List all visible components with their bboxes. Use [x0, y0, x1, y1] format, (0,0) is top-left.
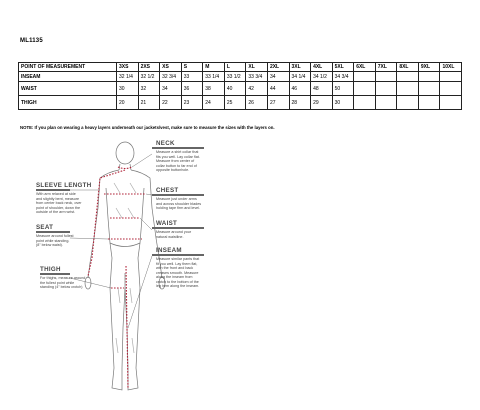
table-cell: 33 3/4 — [246, 72, 268, 82]
inseam-text: Measure similar pants that fit you well. Lay them flat, with the front and back creases smooth. Measure along the inseam from crotch to the bottom of the leg hem along the inseam. — [156, 257, 200, 288]
inseam-title: INSEAM — [156, 247, 182, 254]
thigh-title: THIGH — [40, 266, 61, 273]
table-cell: 32 1/2 — [138, 72, 160, 82]
neck-text: Measure a shirt collar that fits you well. Lay collar flat. Measure from center of collar button to far end of opposite buttonhole. — [156, 150, 200, 172]
sleeve-length-title: SLEEVE LENGTH — [36, 182, 92, 189]
size-header-cell: 2XS — [138, 63, 160, 72]
table-header-row — [19, 63, 462, 72]
table-cell — [440, 72, 462, 82]
table-cell: 48 — [311, 82, 333, 96]
table-row — [19, 82, 462, 96]
size-header-cell: M — [203, 63, 225, 72]
table-cell: 46 — [289, 82, 311, 96]
table-cell — [397, 72, 419, 82]
row-label: INSEAM — [19, 72, 117, 82]
size-header-cell: S — [181, 63, 203, 72]
size-header-cell: L — [224, 63, 246, 72]
layering-note: NOTE: If you plan on wearing a heavy layers underneath our jackets/vest, make sure to measure the sizes with the layers on. — [20, 125, 275, 130]
table-cell: 34 — [267, 72, 289, 82]
table-cell: 33 — [181, 72, 203, 82]
table-cell: 38 — [203, 82, 225, 96]
table-cell: 30 — [332, 96, 354, 110]
waist-text: Measure around your natural waistline. — [156, 230, 192, 239]
table-cell: 27 — [267, 96, 289, 110]
size-header-cell: XL — [246, 63, 268, 72]
thigh-text: For thighs, measure around the fullest point while standing (4" below crotch) — [40, 276, 86, 289]
table-cell: 22 — [160, 96, 182, 110]
table-row — [19, 72, 462, 82]
product-code: ML1135 — [20, 38, 43, 44]
table-cell — [354, 72, 376, 82]
waist-title: WAIST — [156, 220, 178, 227]
row-label: WAIST — [19, 82, 117, 96]
table-cell: 32 1/4 — [117, 72, 139, 82]
table-cell — [418, 72, 440, 82]
table-cell: 20 — [117, 96, 139, 110]
header-label: POINT OF MEASUREMENT — [19, 63, 117, 72]
size-header-cell: 3XL — [289, 63, 311, 72]
table-cell: 26 — [246, 96, 268, 110]
table-cell — [397, 96, 419, 110]
table-cell: 24 — [203, 96, 225, 110]
neck-title: NECK — [156, 140, 175, 147]
table-cell: 23 — [181, 96, 203, 110]
table-cell — [375, 96, 397, 110]
table-cell: 32 3/4 — [160, 72, 182, 82]
table-cell: 21 — [138, 96, 160, 110]
table-cell: 42 — [246, 82, 268, 96]
size-header-cell: 4XL — [311, 63, 333, 72]
size-header-cell: 3XS — [117, 63, 139, 72]
table-cell: 33 1/2 — [224, 72, 246, 82]
table-cell — [440, 82, 462, 96]
table-cell: 32 — [138, 82, 160, 96]
table-cell: 34 — [160, 82, 182, 96]
size-header-cell: 8XL — [397, 63, 419, 72]
chest-text: Measure just under arms and across shoulder blades holding tape firm and level. — [156, 197, 202, 210]
size-header-cell: 10XL — [440, 63, 462, 72]
table-cell: 28 — [289, 96, 311, 110]
table-cell: 34 1/2 — [311, 72, 333, 82]
table-cell: 44 — [267, 82, 289, 96]
table-cell — [440, 96, 462, 110]
size-header-cell: 6XL — [354, 63, 376, 72]
size-header-cell: 7XL — [375, 63, 397, 72]
table-cell — [354, 96, 376, 110]
table-cell: 29 — [311, 96, 333, 110]
table-cell: 50 — [332, 82, 354, 96]
table-cell — [397, 82, 419, 96]
table-cell — [418, 82, 440, 96]
table-cell — [354, 82, 376, 96]
size-header-cell: XS — [160, 63, 182, 72]
sleeve-length-text: With arm relaxed at side and slightly bent, measure from center back neck, over point of shoulder, down the outside of the arm wrist. — [36, 192, 82, 214]
table-cell: 30 — [117, 82, 139, 96]
size-header-cell: 2XL — [267, 63, 289, 72]
table-cell — [375, 72, 397, 82]
table-cell: 33 1/4 — [203, 72, 225, 82]
measurement-guide — [30, 138, 340, 408]
size-header-cell: 9XL — [418, 63, 440, 72]
seat-title: SEAT — [36, 224, 54, 231]
size-header-cell: 5XL — [332, 63, 354, 72]
chest-title: CHEST — [156, 187, 179, 194]
table-cell: 34 3/4 — [332, 72, 354, 82]
table-cell: 36 — [181, 82, 203, 96]
table-cell — [418, 96, 440, 110]
table-cell: 25 — [224, 96, 246, 110]
table-row — [19, 96, 462, 110]
row-label: THIGH — [19, 96, 117, 110]
table-cell — [375, 82, 397, 96]
seat-text: Measure around fullest point while standing. (8" below waist). — [36, 234, 74, 247]
table-cell: 34 1/4 — [289, 72, 311, 82]
table-cell: 40 — [224, 82, 246, 96]
size-chart-table — [18, 62, 462, 110]
